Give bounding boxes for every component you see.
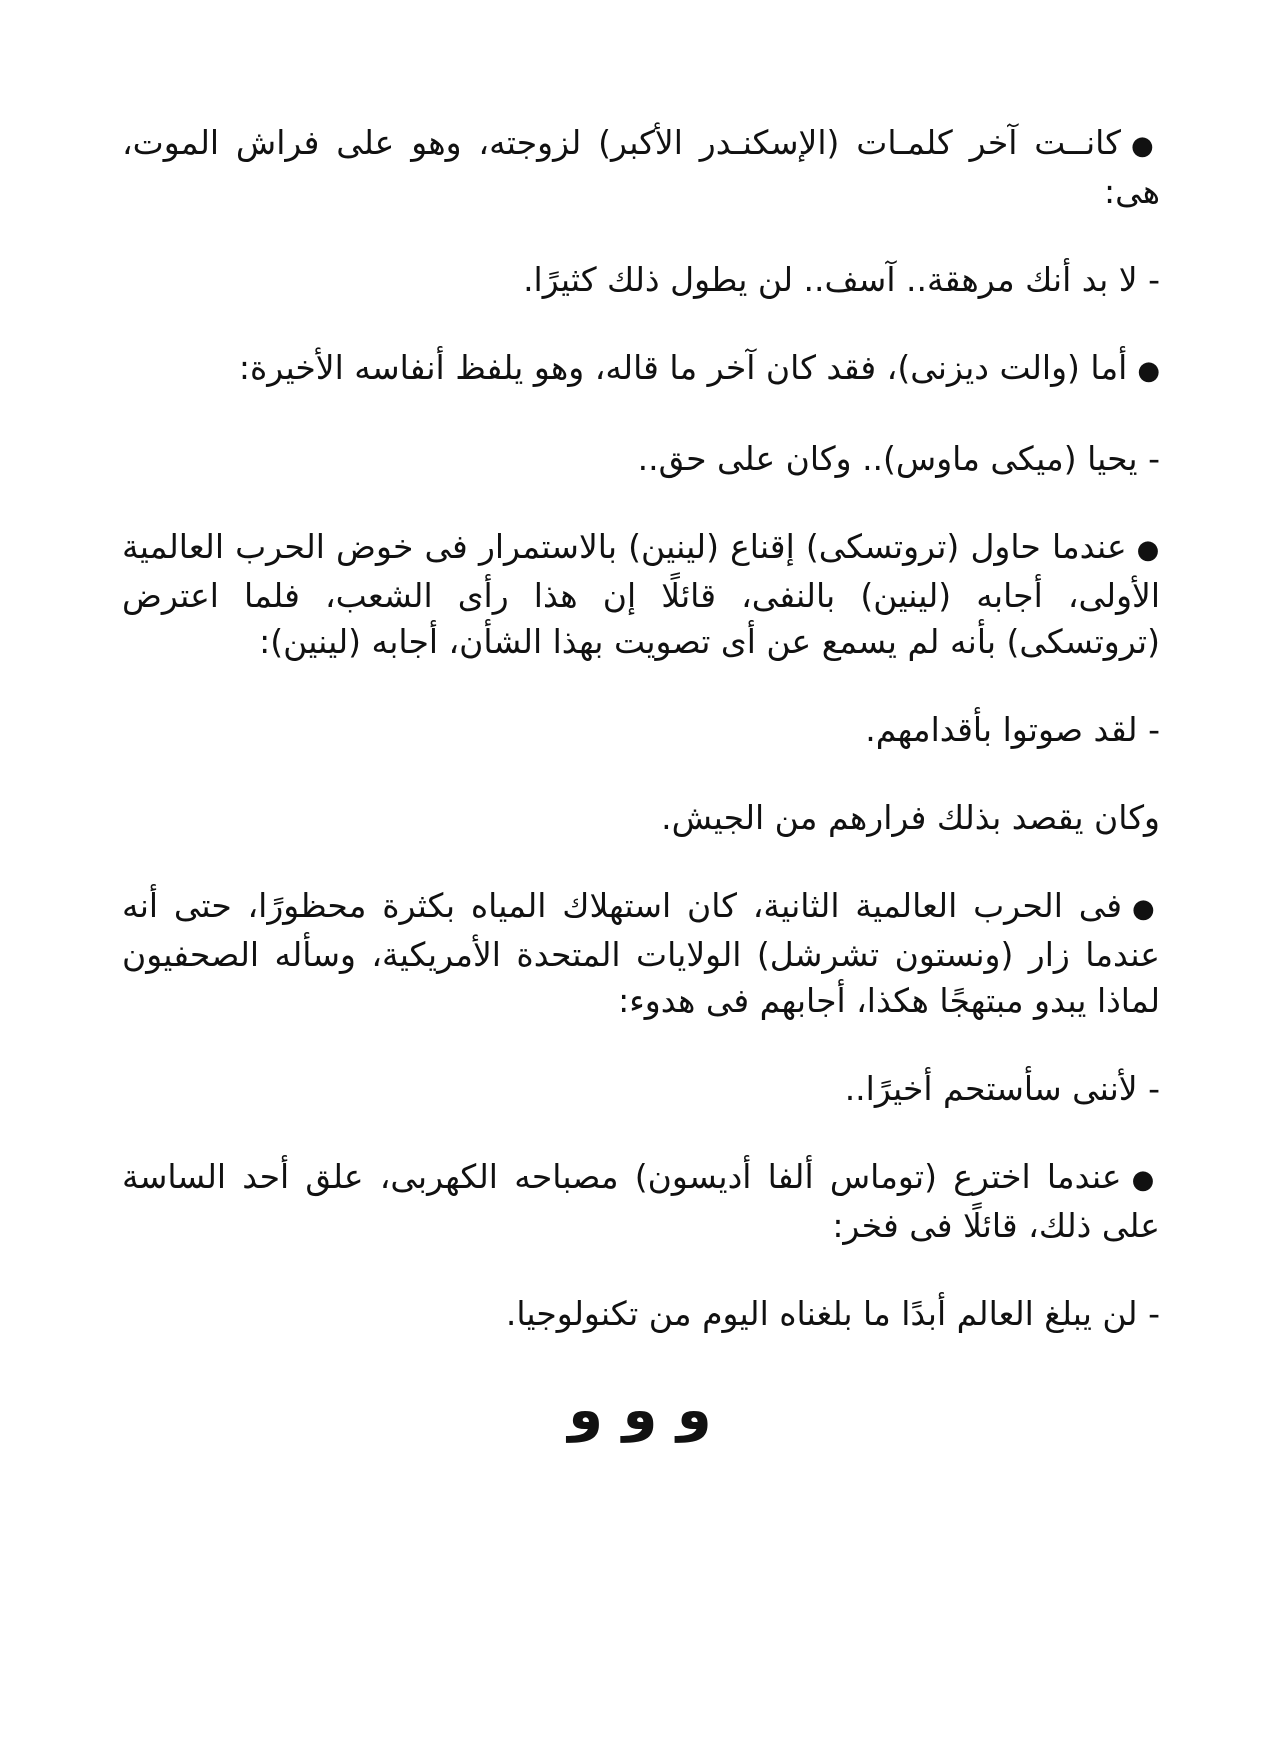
paragraph-1: ●كانــت آخر كلمـات (الإسكنـدر الأكبر) لزوجته، وهو على فراش الموت، هى: xyxy=(122,123,1160,211)
paragraph-9: - لأننى سأستحم أخيرًا.. xyxy=(844,1069,1160,1108)
bullet-icon: ● xyxy=(1136,535,1160,565)
section-separator: و و و xyxy=(568,1378,712,1443)
bullet-icon: ● xyxy=(1131,1165,1160,1195)
paragraph-7: وكان يقصد بذلك فرارهم من الجيش. xyxy=(661,798,1160,837)
paragraph-2: - لا بد أنك مرهقة.. آسف.. لن يطول ذلك كثيرًا. xyxy=(523,260,1160,299)
paragraph-5: ●عندما حاول (تروتسكى) إقناع (لينين) بالاستمرار فى خوض الحرب العالمية الأولى، أجابه (لينين) بالنفى، قائلًا إن هذا رأى الشعب، فلما اعترض (تروتسكى) بأنه لم يسمع عن أى تصويت بهذا الشأن، أجابه (لينين): xyxy=(122,527,1160,661)
paragraph-4: - يحيا (ميكى ماوس).. وكان على حق.. xyxy=(637,439,1160,478)
paragraph-3: ●أما (والت ديزنى)، فقد كان آخر ما قاله، وهو يلفظ أنفاسه الأخيرة: xyxy=(238,348,1160,387)
paragraph-11: - لن يبلغ العالم أبدًا ما بلغناه اليوم من تكنولوجيا. xyxy=(505,1294,1160,1333)
bullet-icon: ● xyxy=(1131,894,1160,924)
bullet-icon: ● xyxy=(1137,356,1160,386)
paragraph-8: ●فى الحرب العالمية الثانية، كان استهلاك المياه بكثرة محظورًا، حتى أنه عندما زار (ونستون تشرشل) الولايات المتحدة الأمريكية، وسأله الصحفيون لماذا يبدو مبتهجًا هكذا، أجابهم فى هدوء: xyxy=(122,886,1160,1020)
paragraph-6: - لقد صوتوا بأقدامهم. xyxy=(865,710,1160,749)
page-text xyxy=(122,120,1160,1379)
bullet-icon: ● xyxy=(1130,131,1160,161)
paragraph-10: ●عندما اخترع (توماس ألفا أديسون) مصباحه الكهربى، علق أحد الساسة على ذلك، قائلًا فى فخر: xyxy=(122,1157,1160,1245)
